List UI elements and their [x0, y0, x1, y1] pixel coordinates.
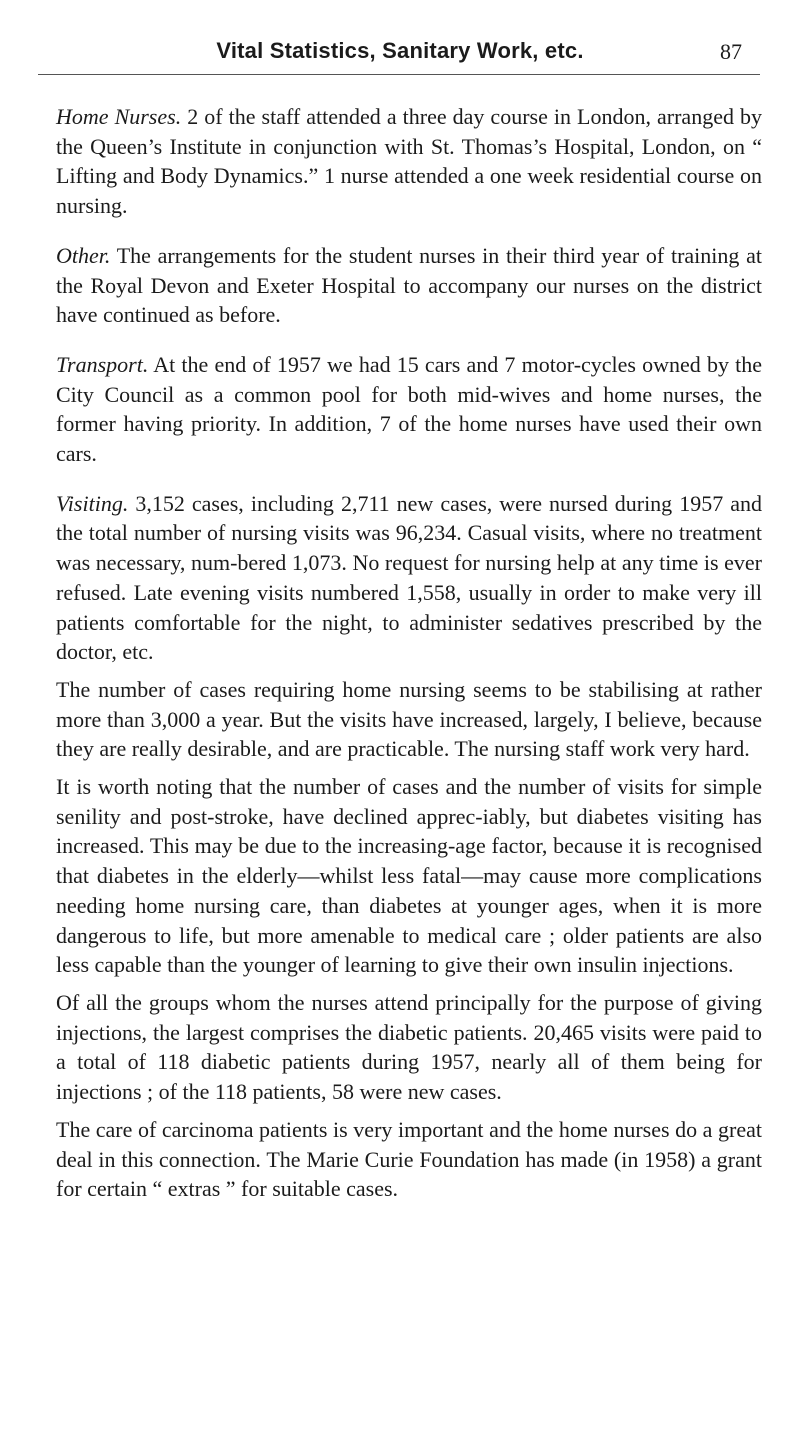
- paragraph-carcinoma: [56, 1115, 762, 1204]
- paragraph-visiting: [56, 489, 762, 667]
- paragraph-text: 3,152 cases, including 2,711 new cases, were nursed during 1957 and the total number of nursing visits was 96,234. Casual visits, where no treatment was necessary, num-bered 1,073. No request for nursing help at any time is ever refused. Late evening visits numbered 1,558, usually in order to make very ill patients comfortable for the night, to administer sedatives prescribed by the doctor, etc.: [56, 490, 762, 665]
- page-header: [0, 38, 800, 78]
- paragraph-injections: [56, 988, 762, 1107]
- paragraph-cases-stabilising: [56, 675, 762, 764]
- paragraph-text: At the end of 1957 we had 15 cars and 7 motor-cycles owned by the City Council as a common pool for both mid-wives and home nurses, the former having priority. In addition, 7 of the home nurses have used their own cars.: [56, 351, 762, 467]
- paragraph-home-nurses: [56, 102, 762, 221]
- body-text: [56, 102, 762, 1204]
- paragraph-text: The arrangements for the student nurses in their third year of training at the Royal Devon and Exeter Hospital to accompany our nurses on the district have continued as before.: [56, 242, 762, 328]
- page-number: 87: [720, 39, 742, 64]
- paragraph-text: It is worth noting that the number of cases and the number of visits for simple senility and post-stroke, have declined apprec-iably, but diabetes visiting has increased. This may be due to the increasing-age factor, because it is recognised that diabetes in the elderly—whilst less fatal—may cause more complications needing home nursing care, than diabetes at younger ages, when it is more dangerous to life, but more amenable to medical care ; older patients are also less capable than the younger of learning to give their own insulin injections.: [56, 774, 762, 978]
- paragraph-lead: Home Nurses.: [56, 104, 182, 129]
- paragraph-lead: Visiting.: [56, 490, 129, 516]
- paragraph-transport: [56, 350, 762, 469]
- paragraph-text: 2 of the staff attended a three day course in London, arranged by the Queen’s Institute in conjunction with St. Thomas’s Hospital, London, on “ Lifting and Body Dynamics.” 1 nurse attended a one week residential course on nursing.: [56, 104, 762, 219]
- paragraph-lead: Other.: [56, 242, 111, 268]
- header-rule: [38, 74, 760, 75]
- paragraph-text: Of all the groups whom the nurses attend principally for the purpose of giving injections, the largest comprises the diabetic patients. 20,465 visits were paid to a total of 118 diabetic patients during 1957, nearly all of them being for injections ; of the 118 patients, 58 were new cases.: [56, 989, 762, 1105]
- paragraph-senility-diabetes: [56, 772, 762, 980]
- paragraph-text: The number of cases requiring home nursing seems to be stabilising at rather more than 3,000 a year. But the visits have increased, largely, I believe, because they are really desirable, and are practicable. The nursing staff work very hard.: [56, 676, 762, 762]
- running-title: Vital Statistics, Sanitary Work, etc.: [216, 38, 584, 63]
- paragraph-other: [56, 241, 762, 330]
- paragraph-text: The care of carcinoma patients is very important and the home nurses do a great deal in this connection. The Marie Curie Foundation has made (in 1958) a grant for certain “ extras ” for suitable cases.: [56, 1116, 762, 1202]
- paragraph-lead: Transport.: [56, 351, 149, 377]
